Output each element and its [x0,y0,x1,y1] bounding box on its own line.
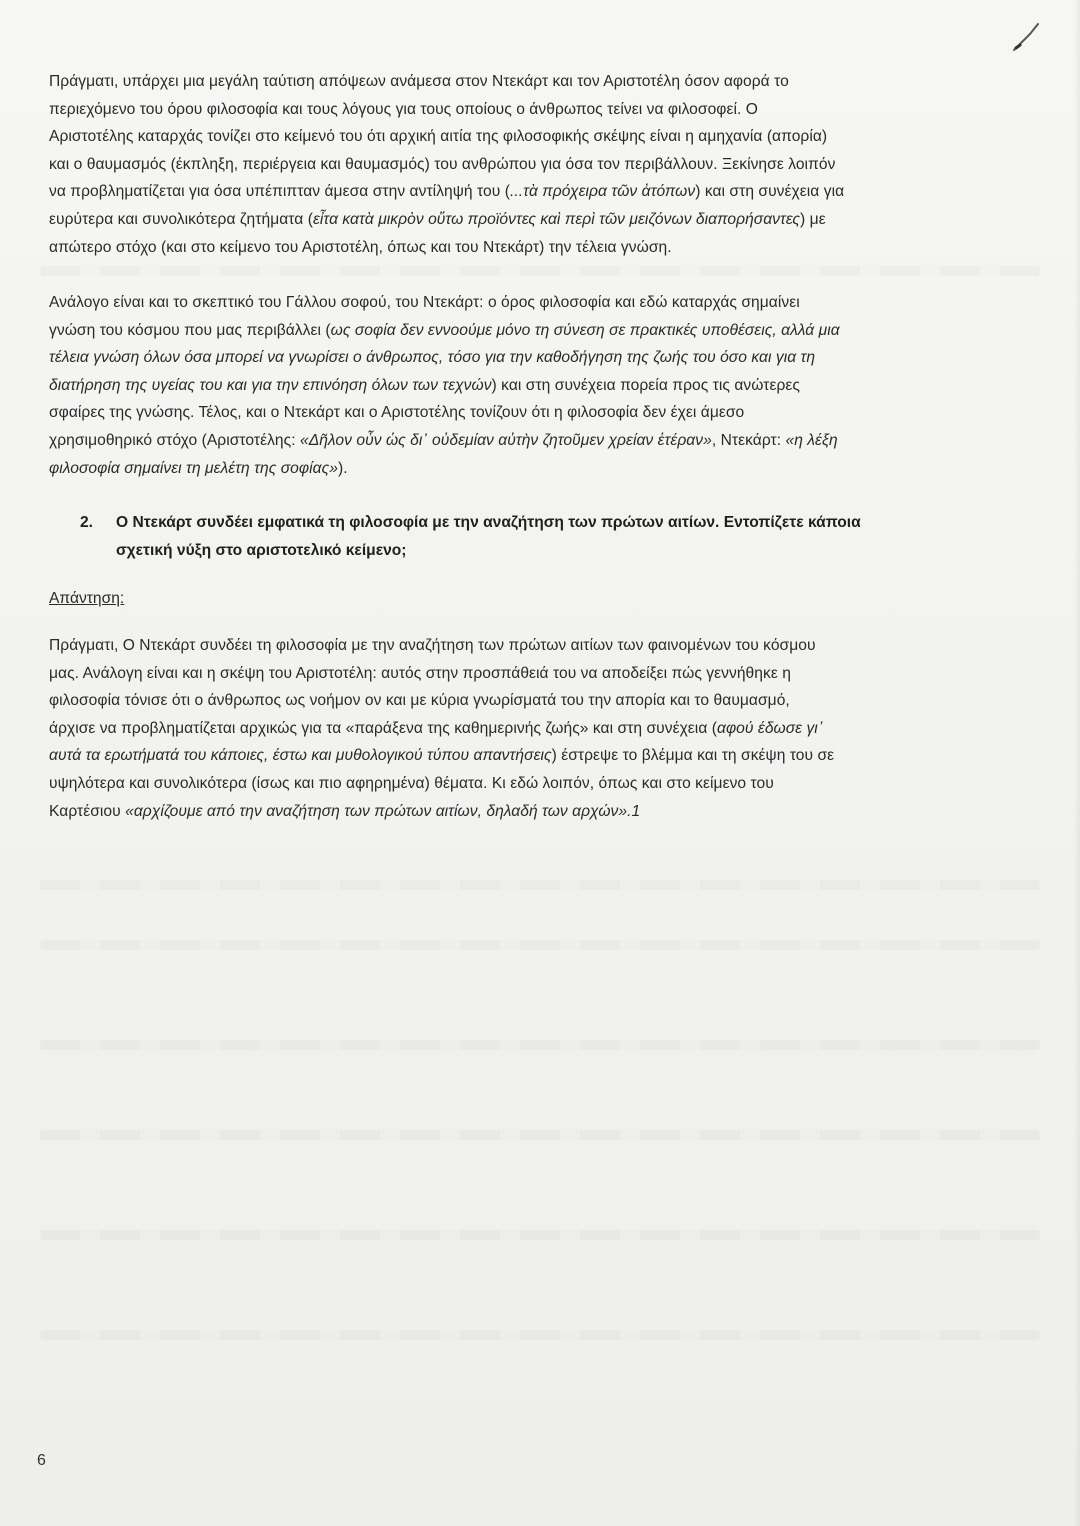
quote-italic: «η λέξη [785,431,838,449]
question-text [116,509,861,564]
quote-italic: «αρχίζουμε από την αναζήτηση των πρώτων αιτίων, δηλαδή των αρχών».1 [125,802,641,820]
text-line: Πράγματι, υπάρχει μια μεγάλη ταύτιση απόψεων ανάμεσα στον Ντεκάρτ και τον Αριστοτέλη όσον αφορά το [49,73,789,90]
text-line: και ο θαυμασμός (έκπληξη, περιέργεια και θαυμασμός) του ανθρώπου για όσα τον περιβάλλουν. Ξεκίνησε λοιπόν [49,155,836,173]
quote-italic: φιλοσοφία σημαίνει τη μελέτη της σοφίας» [49,459,338,477]
text-run: άρχισε να προβληματίζεται αρχικώς για τα «παράξενα της καθημερινής ζωής» και στη συνέχεια ( [49,719,718,737]
text-line: απώτερο στόχο (και στο κείμενο του Αριστοτέλη, όπως και του Ντεκάρτ) την τέλεια γνώση. [49,238,672,256]
bleed-through [40,1040,1040,1050]
text-line [49,455,1009,483]
text-run: χρησιμοθηρικό στόχο (Αριστοτέλης: [49,431,300,449]
text-run: γνώση του κόσμου που μας περιβάλλει ( [49,321,331,339]
text-line: φιλοσοφία τόνισε ότι ο άνθρωπος ως νοήμον ον και με κύρια γνωρίσματά του την απορία και το θαυμασμό, [49,692,790,710]
text-run: Καρτέσιου [49,802,126,820]
bleed-through [40,940,1040,950]
text-line [49,206,1009,234]
text-run: ) με [800,210,826,228]
text-line [49,372,1009,400]
text-run: ). [337,459,348,477]
quote-italic: διατήρηση της υγείας του και για την επινόηση όλων των τεχνών [49,376,492,394]
text-line [49,427,1009,455]
text-run: ευρύτερα και συνολικότερα ζητήματα ( [49,210,313,228]
page-edge-shadow [1074,0,1080,1526]
bleed-through [40,1230,1040,1240]
quote-italic: αφού έδωσε γι᾽ [717,719,824,737]
text-line: Ο Ντεκάρτ συνδέει εμφατικά τη φιλοσοφία με την αναζήτηση των πρώτων αιτίων. Εντοπίζετε κάποια [116,514,861,531]
text-line [49,317,1009,345]
text-run: , Ντεκάρτ: [711,431,786,449]
quote-italic: ...τὰ πρόχειρα τῶν ἀτόπων [509,183,696,201]
answer-label: Απάντηση: [49,590,125,607]
question-number: 2. [80,514,94,531]
text-run: ) και στη συνέχεια για [695,183,845,201]
text-line: μας. Ανάλογη είναι και η σκέψη του Αριστοτέλη: αυτός στην προσπάθειά του να αποδείξει πώς γεννήθηκε η [49,664,791,682]
text-line [49,742,1009,770]
text-run: ) και στη συνέχεια πορεία προς τις ανώτερες [491,376,800,394]
text-line [49,798,1009,826]
text-run: να προβληματίζεται για όσα υπέπιπταν άμεσα στην αντίληψή του ( [49,183,510,201]
text-line: Πράγματι, Ο Ντεκάρτ συνδέει τη φιλοσοφία με την αναζήτηση των πρώτων αιτίων των φαινομένων του κόσμου [49,637,816,654]
bleed-through [40,1130,1040,1140]
quote-italic: ως σοφία δεν εννοούμε μόνο τη σύνεση σε πρακτικές υποθέσεις, αλλά μια [330,321,840,339]
text-line: περιεχόμενο του όρου φιλοσοφία και τους λόγους για τους οποίους ο άνθρωπος τείνει να φιλοσοφεί. Ο [49,100,758,118]
page-number: 6 [37,1452,46,1469]
quote-italic: εἶτα κατὰ μικρὸν οὕτω προϊόντες καὶ περὶ τῶν μειζόνων διαπορήσαντες [312,210,801,228]
pen-mark-icon [1008,18,1048,63]
bleed-through [40,880,1040,890]
text-line: υψηλότερα και συνολικότερα (ίσως και πιο αφηρημένα) θέματα. Κι εδώ λοιπόν, όπως και στο κείμενο του [49,774,774,792]
paragraph-3 [49,632,1009,825]
quote-italic: «Δῆλον οὖν ὡς δι᾽ οὐδεμίαν αὐτὴν ζητοῦμεν χρείαν ἑτέραν» [299,431,712,449]
text-run: ) έστρεψε το βλέμμα και τη σκέψη του σε [551,747,835,765]
text-line: σχετική νύξη στο αριστοτελικό κείμενο; [116,541,407,559]
text-line [49,715,1009,743]
quote-italic: αυτά τα ερωτήματά του κάποιες, έστω και μυθολογικού τύπου απαντήσεις [49,747,552,765]
quote-italic: τέλεια γνώση όλων όσα μπορεί να γνωρίσει ο άνθρωπος, τόσο για την καθοδήγηση της ζωής του όσο και για τη [49,349,816,367]
paragraph-2 [49,289,1009,482]
text-line: Αριστοτέλης καταρχάς τονίζει στο κείμενό του ότι αρχική αιτία της φιλοσοφικής σκέψης είναι η αμηχανία (απορία) [49,128,828,146]
bleed-through [40,1330,1040,1340]
bleed-through [40,266,1040,276]
text-line: σφαίρες της γνώσης. Τέλος, και ο Ντεκάρτ και ο Αριστοτέλης τονίζουν ότι η φιλοσοφία δεν έχει άμεσο [49,404,745,422]
text-line: Ανάλογο είναι και το σκεπτικό του Γάλλου σοφού, του Ντεκάρτ: ο όρος φιλοσοφία και εδώ καταρχάς σημαίνει [49,294,800,311]
text-line [49,178,1009,206]
paragraph-1 [49,68,1009,261]
